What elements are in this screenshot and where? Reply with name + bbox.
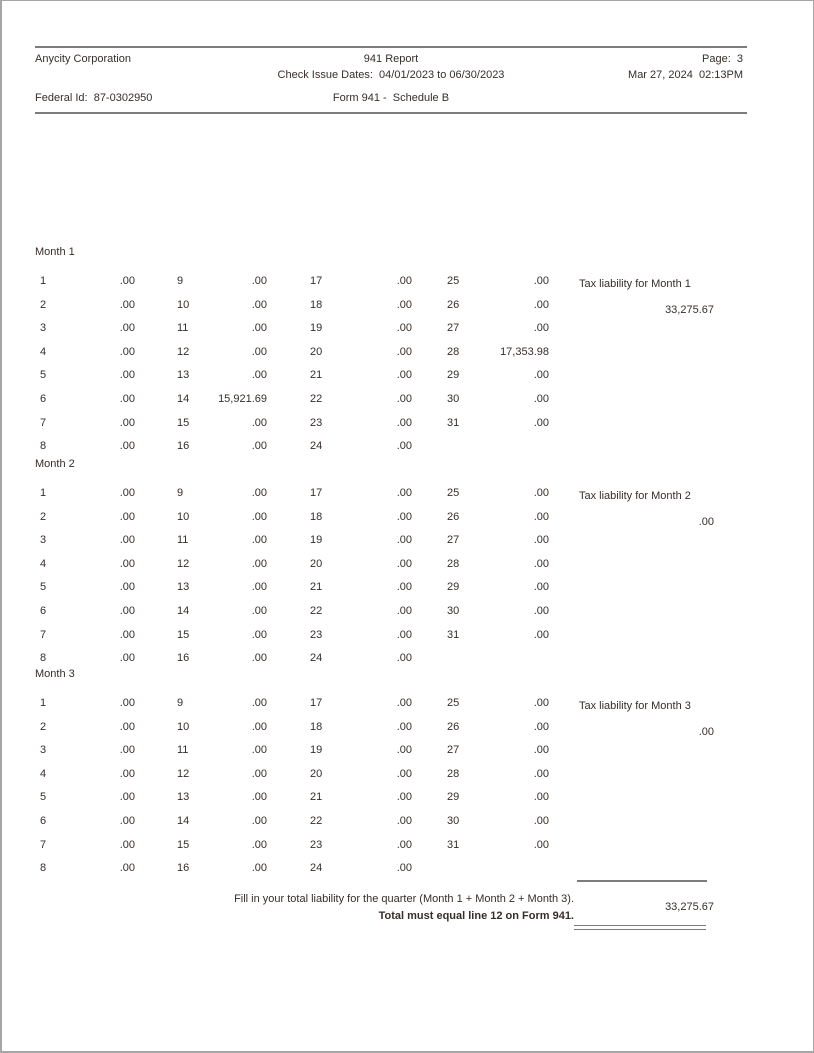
tax-liability-label: Tax liability for Month 2 bbox=[579, 490, 691, 502]
day-value: .00 bbox=[396, 581, 412, 594]
day-value: .00 bbox=[396, 440, 412, 453]
day-value: .00 bbox=[251, 652, 267, 665]
day-number: 23 bbox=[310, 628, 323, 641]
tax-liability-value: .00 bbox=[698, 726, 714, 738]
day-number: 27 bbox=[447, 534, 460, 547]
day-value: .00 bbox=[533, 416, 549, 429]
company-name: Anycity Corporation bbox=[35, 53, 131, 65]
federal-id: Federal Id: 87-0302950 bbox=[35, 92, 153, 104]
day-value: .00 bbox=[396, 720, 412, 733]
day-value: 17,353.98 bbox=[500, 345, 549, 358]
day-number: 1 bbox=[40, 275, 47, 287]
total-instruction-line2: Total must equal line 12 on Form 941. bbox=[378, 910, 574, 922]
month-label: Month 3 bbox=[35, 668, 75, 680]
day-value: .00 bbox=[119, 697, 135, 709]
total-rule-top bbox=[577, 880, 707, 882]
day-number: 27 bbox=[447, 322, 460, 335]
day-number: 30 bbox=[447, 815, 460, 827]
day-value: .00 bbox=[533, 628, 549, 641]
day-value: .00 bbox=[396, 322, 412, 335]
day-value: .00 bbox=[396, 393, 412, 405]
day-value: .00 bbox=[119, 744, 135, 757]
report-title: 941 Report bbox=[363, 53, 419, 65]
day-value: .00 bbox=[396, 744, 412, 757]
day-number: 14 bbox=[177, 393, 190, 405]
day-value: .00 bbox=[119, 767, 135, 780]
day-value: .00 bbox=[396, 510, 412, 523]
tax-liability-label: Tax liability for Month 1 bbox=[579, 278, 691, 290]
quarter-total-value: 33,275.67 bbox=[665, 901, 714, 913]
day-value: .00 bbox=[533, 815, 549, 827]
day-number: 9 bbox=[177, 487, 184, 499]
day-value: .00 bbox=[533, 369, 549, 382]
day-value: .00 bbox=[396, 815, 412, 827]
day-number: 25 bbox=[447, 487, 460, 499]
day-number: 22 bbox=[310, 605, 323, 617]
day-number: 30 bbox=[447, 393, 460, 405]
day-number: 10 bbox=[177, 298, 190, 311]
day-value: .00 bbox=[533, 720, 549, 733]
page-number: Page: 3 bbox=[702, 53, 743, 65]
day-value: .00 bbox=[119, 815, 135, 827]
day-value: .00 bbox=[396, 605, 412, 617]
tax-liability-label: Tax liability for Month 3 bbox=[579, 700, 691, 712]
day-number: 28 bbox=[447, 767, 460, 780]
day-value: .00 bbox=[533, 322, 549, 335]
day-value: .00 bbox=[396, 369, 412, 382]
form-name: Form 941 - Schedule B bbox=[332, 92, 450, 104]
day-value: .00 bbox=[119, 838, 135, 851]
day-value: .00 bbox=[251, 557, 267, 570]
day-number: 4 bbox=[40, 767, 47, 780]
day-number: 24 bbox=[310, 440, 323, 453]
day-value: .00 bbox=[251, 605, 267, 617]
month-label: Month 2 bbox=[35, 458, 75, 470]
check-issue-dates: Check Issue Dates: 04/01/2023 to 06/30/2023 bbox=[277, 69, 505, 81]
day-value: .00 bbox=[251, 416, 267, 429]
day-number: 1 bbox=[40, 487, 47, 499]
month-label: Month 1 bbox=[35, 246, 75, 258]
day-value: .00 bbox=[119, 720, 135, 733]
header-bottom-rule bbox=[35, 112, 747, 114]
day-number: 24 bbox=[310, 652, 323, 665]
day-value: .00 bbox=[119, 275, 135, 287]
day-value: .00 bbox=[396, 791, 412, 804]
day-value: .00 bbox=[251, 275, 267, 287]
day-number: 6 bbox=[40, 815, 47, 827]
day-number: 24 bbox=[310, 862, 323, 875]
day-number: 16 bbox=[177, 862, 190, 875]
day-number: 16 bbox=[177, 440, 190, 453]
day-value: .00 bbox=[396, 628, 412, 641]
day-value: 15,921.69 bbox=[218, 393, 267, 405]
day-number: 23 bbox=[310, 416, 323, 429]
day-value: .00 bbox=[396, 838, 412, 851]
day-number: 8 bbox=[40, 440, 47, 453]
day-value: .00 bbox=[119, 369, 135, 382]
day-value: .00 bbox=[533, 298, 549, 311]
day-number: 14 bbox=[177, 605, 190, 617]
day-value: .00 bbox=[119, 534, 135, 547]
day-number: 4 bbox=[40, 345, 47, 358]
day-number: 11 bbox=[177, 744, 189, 757]
day-number: 17 bbox=[310, 275, 323, 287]
day-number: 13 bbox=[177, 791, 190, 804]
total-instruction-line1: Fill in your total liability for the quarter (Month 1 + Month 2 + Month 3). bbox=[234, 893, 574, 905]
day-value: .00 bbox=[119, 581, 135, 594]
day-number: 15 bbox=[177, 838, 190, 851]
day-number: 15 bbox=[177, 628, 190, 641]
day-value: .00 bbox=[533, 275, 549, 287]
day-value: .00 bbox=[533, 791, 549, 804]
day-number: 20 bbox=[310, 345, 323, 358]
day-number: 12 bbox=[177, 345, 190, 358]
day-number: 15 bbox=[177, 416, 190, 429]
day-value: .00 bbox=[396, 652, 412, 665]
day-value: .00 bbox=[396, 275, 412, 287]
day-value: .00 bbox=[119, 440, 135, 453]
day-value: .00 bbox=[251, 298, 267, 311]
day-value: .00 bbox=[251, 369, 267, 382]
day-number: 8 bbox=[40, 652, 47, 665]
day-value: .00 bbox=[251, 862, 267, 875]
day-value: .00 bbox=[251, 440, 267, 453]
day-number: 10 bbox=[177, 510, 190, 523]
day-number: 30 bbox=[447, 605, 460, 617]
day-value: .00 bbox=[533, 557, 549, 570]
day-value: .00 bbox=[119, 791, 135, 804]
day-number: 5 bbox=[40, 369, 47, 382]
day-value: .00 bbox=[251, 345, 267, 358]
day-number: 25 bbox=[447, 697, 460, 709]
day-value: .00 bbox=[119, 298, 135, 311]
day-number: 17 bbox=[310, 697, 323, 709]
day-number: 18 bbox=[310, 720, 323, 733]
day-number: 9 bbox=[177, 275, 184, 287]
day-value: .00 bbox=[533, 393, 549, 405]
day-value: .00 bbox=[251, 720, 267, 733]
day-number: 2 bbox=[40, 510, 47, 523]
day-number: 6 bbox=[40, 605, 47, 617]
day-number: 29 bbox=[447, 581, 460, 594]
day-number: 7 bbox=[40, 628, 47, 641]
day-value: .00 bbox=[119, 862, 135, 875]
day-number: 6 bbox=[40, 393, 47, 405]
day-number: 21 bbox=[310, 369, 323, 382]
day-number: 8 bbox=[40, 862, 47, 875]
day-number: 10 bbox=[177, 720, 190, 733]
day-value: .00 bbox=[119, 510, 135, 523]
day-number: 3 bbox=[40, 744, 47, 757]
day-number: 22 bbox=[310, 393, 323, 405]
day-value: .00 bbox=[119, 345, 135, 358]
day-value: .00 bbox=[533, 487, 549, 499]
day-number: 29 bbox=[447, 791, 460, 804]
day-value: .00 bbox=[396, 534, 412, 547]
day-value: .00 bbox=[533, 697, 549, 709]
day-number: 28 bbox=[447, 557, 460, 570]
day-value: .00 bbox=[533, 744, 549, 757]
day-number: 19 bbox=[310, 322, 323, 335]
day-value: .00 bbox=[119, 652, 135, 665]
day-number: 2 bbox=[40, 720, 47, 733]
printed-datetime: Mar 27, 2024 02:13PM bbox=[628, 69, 743, 81]
day-number: 16 bbox=[177, 652, 190, 665]
day-number: 18 bbox=[310, 298, 323, 311]
day-number: 17 bbox=[310, 487, 323, 499]
day-number: 5 bbox=[40, 581, 47, 594]
day-value: .00 bbox=[396, 697, 412, 709]
day-value: .00 bbox=[396, 416, 412, 429]
day-number: 11 bbox=[177, 322, 189, 335]
day-number: 19 bbox=[310, 534, 323, 547]
day-value: .00 bbox=[251, 322, 267, 335]
day-number: 13 bbox=[177, 581, 190, 594]
day-value: .00 bbox=[533, 510, 549, 523]
day-number: 14 bbox=[177, 815, 190, 827]
day-number: 21 bbox=[310, 581, 323, 594]
day-value: .00 bbox=[251, 510, 267, 523]
day-number: 3 bbox=[40, 534, 47, 547]
day-value: .00 bbox=[251, 767, 267, 780]
day-number: 12 bbox=[177, 557, 190, 570]
day-value: .00 bbox=[119, 628, 135, 641]
tax-liability-value: .00 bbox=[698, 516, 714, 528]
day-value: .00 bbox=[396, 862, 412, 875]
day-number: 26 bbox=[447, 720, 460, 733]
day-value: .00 bbox=[119, 487, 135, 499]
day-value: .00 bbox=[533, 534, 549, 547]
day-value: .00 bbox=[396, 298, 412, 311]
day-number: 25 bbox=[447, 275, 460, 287]
day-value: .00 bbox=[119, 393, 135, 405]
day-value: .00 bbox=[119, 322, 135, 335]
day-number: 22 bbox=[310, 815, 323, 827]
day-number: 31 bbox=[447, 628, 460, 641]
day-number: 19 bbox=[310, 744, 323, 757]
day-number: 7 bbox=[40, 838, 47, 851]
day-number: 11 bbox=[177, 534, 189, 547]
day-value: .00 bbox=[251, 487, 267, 499]
total-rule-double bbox=[574, 925, 706, 930]
day-number: 3 bbox=[40, 322, 47, 335]
day-number: 18 bbox=[310, 510, 323, 523]
day-value: .00 bbox=[119, 605, 135, 617]
day-number: 28 bbox=[447, 345, 460, 358]
day-value: .00 bbox=[119, 557, 135, 570]
day-value: .00 bbox=[251, 744, 267, 757]
day-number: 21 bbox=[310, 791, 323, 804]
day-number: 9 bbox=[177, 697, 184, 709]
day-number: 5 bbox=[40, 791, 47, 804]
day-number: 26 bbox=[447, 510, 460, 523]
tax-liability-value: 33,275.67 bbox=[665, 304, 714, 316]
day-value: .00 bbox=[251, 815, 267, 827]
day-value: .00 bbox=[396, 487, 412, 499]
day-value: .00 bbox=[251, 838, 267, 851]
day-value: .00 bbox=[533, 838, 549, 851]
day-value: .00 bbox=[251, 581, 267, 594]
header-top-rule bbox=[35, 46, 747, 48]
day-value: .00 bbox=[533, 767, 549, 780]
day-number: 12 bbox=[177, 767, 190, 780]
day-value: .00 bbox=[119, 416, 135, 429]
day-number: 26 bbox=[447, 298, 460, 311]
day-value: .00 bbox=[396, 767, 412, 780]
day-number: 1 bbox=[40, 697, 47, 709]
day-value: .00 bbox=[251, 628, 267, 641]
day-number: 31 bbox=[447, 838, 460, 851]
day-value: .00 bbox=[396, 557, 412, 570]
day-value: .00 bbox=[251, 791, 267, 804]
day-number: 20 bbox=[310, 557, 323, 570]
day-number: 2 bbox=[40, 298, 47, 311]
day-number: 13 bbox=[177, 369, 190, 382]
day-number: 27 bbox=[447, 744, 460, 757]
day-number: 29 bbox=[447, 369, 460, 382]
day-value: .00 bbox=[533, 581, 549, 594]
day-number: 23 bbox=[310, 838, 323, 851]
day-number: 4 bbox=[40, 557, 47, 570]
day-number: 20 bbox=[310, 767, 323, 780]
day-value: .00 bbox=[251, 534, 267, 547]
day-number: 7 bbox=[40, 416, 47, 429]
day-number: 31 bbox=[447, 416, 460, 429]
day-value: .00 bbox=[533, 605, 549, 617]
day-value: .00 bbox=[396, 345, 412, 358]
day-value: .00 bbox=[251, 697, 267, 709]
